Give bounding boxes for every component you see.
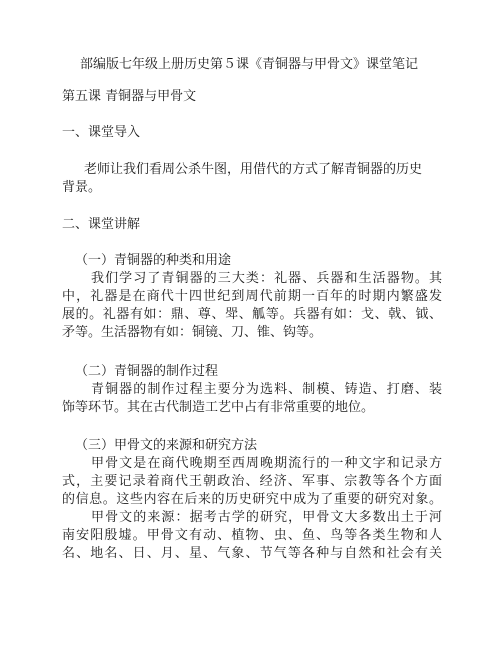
paragraph-line: 的信息。这些内容在后来的历史研究中成为了重要的研究对象。 bbox=[62, 492, 442, 507]
paragraph-line: 展的。礼器有如：鼎、尊、斝、觚等。兵器有如：戈、戟、钺、 bbox=[62, 307, 442, 322]
subsection-heading-process: （二）青铜器的制作过程 bbox=[75, 364, 219, 379]
section-heading-lecture: 二、课堂讲解 bbox=[62, 217, 141, 232]
paragraph-line: 名、地名、日、月、星、气象、节气等各种与自然和社会有关 bbox=[62, 546, 442, 561]
paragraph-line: 甲骨文的来源：据考古学的研究，甲骨文大多数出土于河 bbox=[91, 510, 442, 525]
paragraph-line: 青铜器的制作过程主要分为选料、制模、铸造、打磨、装 bbox=[91, 382, 442, 397]
paragraph-line: 中，礼器是在商代十四世纪到周代前期一百年的时期内繁盛发 bbox=[62, 289, 442, 304]
paragraph-line: 式，主要记录着商代王朝政治、经济、军事、宗教等各个方面 bbox=[62, 474, 442, 489]
subsection-heading-types: （一）青铜器的种类和用途 bbox=[75, 253, 232, 268]
paragraph-line: 我们学习了青铜器的三大类：礼器、兵器和生活器物。其 bbox=[91, 271, 442, 286]
subsection-heading-oracle-bones: （三）甲骨文的来源和研究方法 bbox=[75, 438, 258, 453]
section-heading-intro: 一、课堂导入 bbox=[62, 125, 141, 140]
paragraph-line: 南安阳殷墟。甲骨文有动、植物、虫、鱼、鸟等各类生物和人 bbox=[62, 528, 442, 543]
paragraph-line: 矛等。生活器物有如：铜镜、刀、锥、钩等。 bbox=[62, 325, 323, 340]
paragraph-line: 老师让我们看周公杀牛图，用借代的方式了解青铜器的历史 bbox=[84, 162, 423, 177]
paragraph-line: 背景。 bbox=[62, 180, 102, 195]
lesson-title: 第五课 青铜器与甲骨文 bbox=[62, 89, 197, 104]
paragraph-line: 甲骨文是在商代晚期至西周晚期流行的一种文字和记录方 bbox=[91, 456, 442, 471]
paragraph-line: 饰等环节。其在古代制造工艺中占有非常重要的地位。 bbox=[62, 400, 375, 415]
document-title: 部编版七年级上册历史第５课《青铜器与甲骨文》课堂笔记 bbox=[80, 57, 419, 72]
